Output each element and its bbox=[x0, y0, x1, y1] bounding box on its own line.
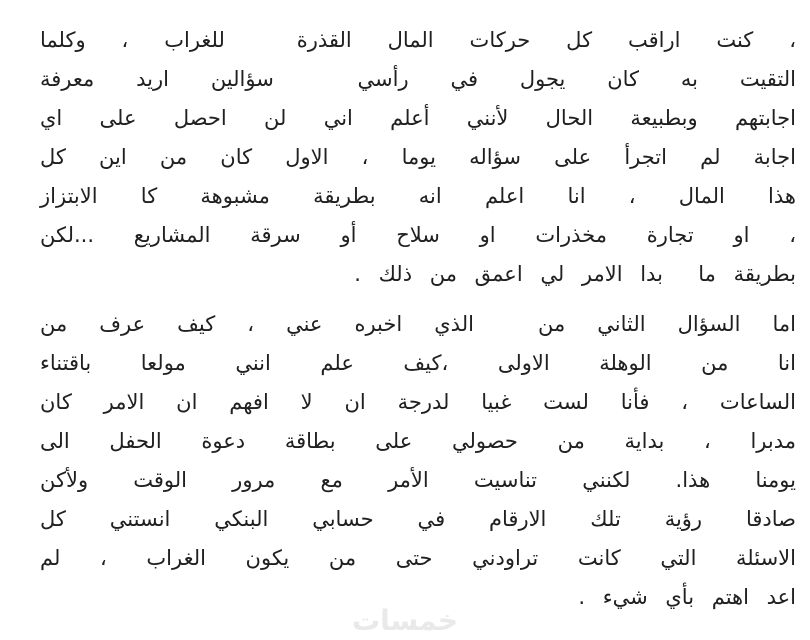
text-line: مدبرا ، بداية من حصولي على بطاقة دعوة الحفل الى bbox=[40, 429, 796, 453]
text-line: ، او تجارة مخذرات او سلاح أو سرقة المشاريع ...لكن bbox=[40, 223, 796, 247]
text-line: اجابة لم اتجرأ على سؤاله يوما ، الاول كان من اين كل bbox=[40, 145, 796, 169]
khamsat-watermark-logo: خمسات bbox=[351, 604, 459, 637]
text-line: اما السؤال الثاني من الذي اخبره عني ، كيف عرف من bbox=[40, 312, 796, 336]
text-line: صادقا رؤية تلك الارقام في حسابي البنكي انستني كل bbox=[40, 507, 796, 531]
text-line: يومنا هذا. لكنني تناسيت الأمر مع مرور الوقت ولأكن bbox=[40, 468, 796, 492]
paragraph-1 bbox=[40, 21, 796, 294]
text-line: الساعات ، فأنا لست غبيا لدرجة ان لا افهم ان الامر كان bbox=[40, 390, 796, 414]
paragraph-2 bbox=[40, 305, 796, 617]
text-line: الاسئلة التي كانت تراودني حتى من يكون الغراب ، لم bbox=[40, 546, 796, 570]
text-line: التقيت به كان يجول في رأسي سؤالين اريد معرفة bbox=[40, 67, 796, 91]
text-line: هذا المال ، انا اعلم انه بطريقة مشبوهة كا الابتزاز bbox=[40, 184, 796, 208]
text-line: اجابتهم وبطبيعة الحال لأنني أعلم اني لن احصل على اي bbox=[40, 106, 796, 130]
document-text-block bbox=[40, 21, 796, 617]
text-line: انا من الوهلة الاولى ،كيف علم انني مولعا باقتناء bbox=[40, 351, 796, 375]
text-line: بطريقة ما بدا الامر لي اعمق من ذلك . bbox=[354, 262, 796, 286]
text-line: اعد اهتم بأي شيء . bbox=[578, 585, 796, 609]
text-line: ، كنت اراقب كل حركات المال القذرة للغراب ، وكلما bbox=[40, 28, 796, 52]
